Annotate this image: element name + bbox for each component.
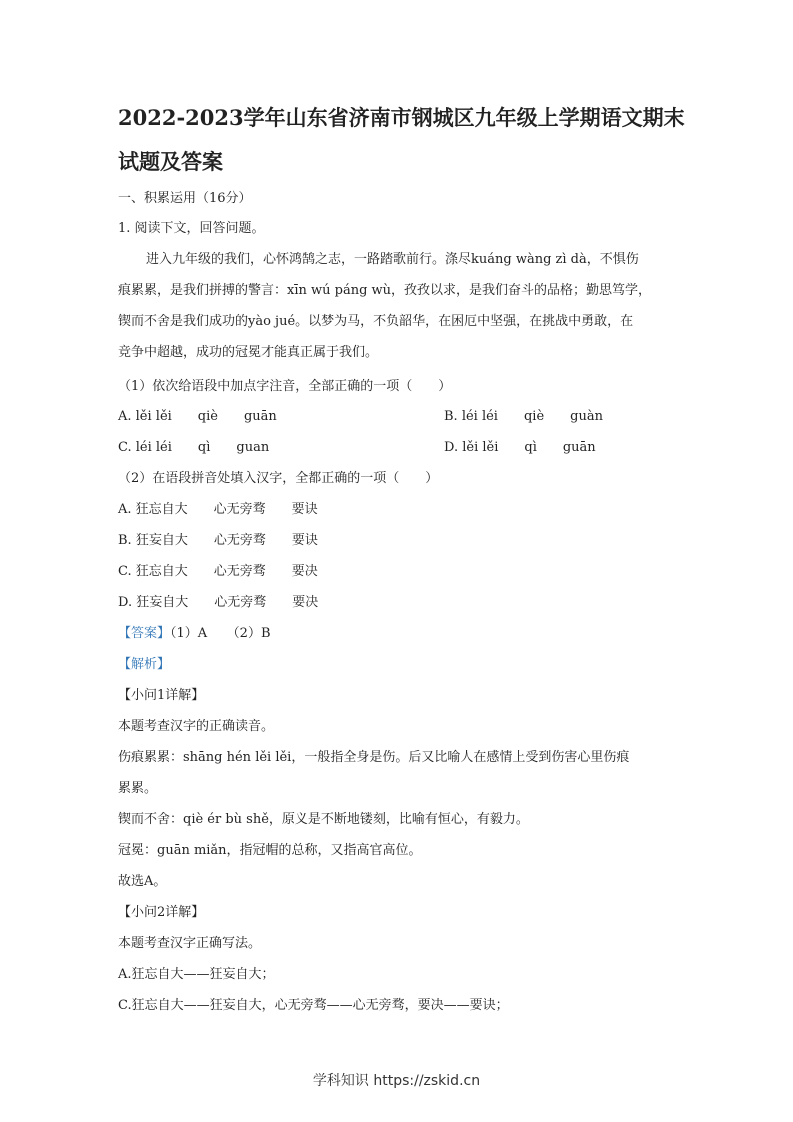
option-c: C. léi léi qì guan: [118, 440, 270, 455]
option-a: A. 狂忘自大 心无旁骛 要诀: [118, 502, 318, 517]
passage-line: 痕累累，是我们拼搏的警言：xīn wú páng wù，孜孜以求，是我们奋斗的品格；勤思笃学，: [118, 283, 652, 298]
analysis-line: C.狂忘自大——狂妄自大，心无旁骛——心无旁骛，要决——要诀；: [118, 998, 509, 1013]
question-1: 1. 阅读下文，回答问题。: [118, 221, 265, 236]
analysis-line: 冠冕：guān miǎn，指冠帽的总称，又指高官高位。: [118, 843, 422, 858]
passage-line: 锲而不舍是我们成功的yào jué。以梦为马，不负韶华，在困厄中坚强，在挑战中勇敢，在: [118, 314, 634, 329]
analysis-line: 累累。: [118, 781, 158, 796]
answer-label: 【答案】: [118, 626, 171, 641]
answer-text: （1）A （2）B: [170, 626, 271, 641]
option-b: B. léi léi qiè guàn: [444, 409, 603, 424]
analysis-line: 故选A。: [118, 874, 167, 889]
sub-question-2: （2）在语段拼音处填入汉字，全都正确的一项（ ）: [118, 471, 439, 486]
analysis-line: A.狂忘自大——狂妄自大；: [118, 967, 275, 982]
sub-question-1: （1）依次给语段中加点字注音，全部正确的一项（ ）: [118, 379, 452, 394]
section-heading: 一、积累运用（16分）: [118, 191, 252, 206]
analysis-line: 本题考查汉字正确写法。: [118, 936, 262, 951]
option-b: B. 狂妄自大 心无旁骛 要诀: [118, 533, 318, 548]
analysis-line: 本题考查汉字的正确读音。: [118, 719, 275, 734]
option-d: D. lěi lěi qì guān: [444, 440, 596, 455]
passage-line: 竞争中超越，成功的冠冕才能真正属于我们。: [118, 345, 379, 360]
page-footer: 学科知识 https://zskid.cn: [312, 1073, 481, 1089]
analysis-line: 锲而不舍：qiè ér bù shě，原义是不断地镂刻，比喻有恒心，有毅力。: [118, 812, 529, 827]
analysis-label: 【解析】: [118, 657, 171, 672]
option-d: D. 狂妄自大 心无旁骛 要决: [118, 595, 319, 610]
option-c: C. 狂忘自大 心无旁骛 要决: [118, 564, 318, 579]
document-title: 2022-2023学年山东省济南市钢城区九年级上学期语文期末试题及答案: [118, 105, 685, 174]
analysis-line: 【小问2详解】: [118, 905, 205, 920]
option-a: A. lěi lěi qiè guān: [118, 409, 277, 424]
answer-line: [118, 625, 271, 643]
analysis-line: 伤痕累累：shāng hén lěi lěi，一般指全身是伤。后又比喻人在感情上受到伤害心里伤痕: [118, 750, 630, 765]
analysis-line: 【小问1详解】: [118, 688, 205, 703]
passage-line: 进入九年级的我们，心怀鸿鹄之志，一路踏歌前行。涤尽kuáng wàng zì dà，不惧伤: [146, 252, 639, 267]
